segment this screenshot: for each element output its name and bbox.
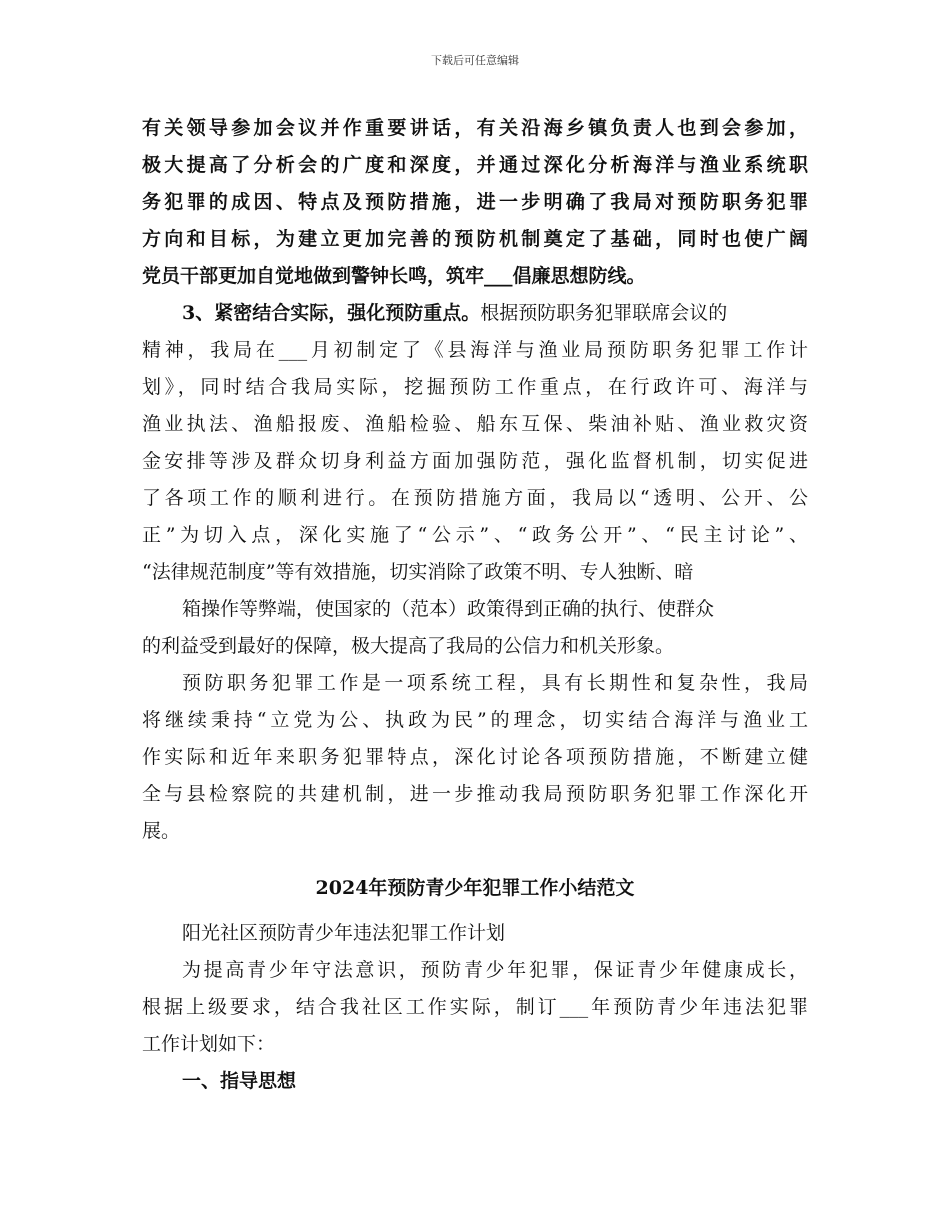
- section-title: 2024年预防青少年犯罪工作小结范文: [315, 877, 635, 899]
- text-line: 正”为切入点，深化实施了“公示”、“政务公开”、“民主讨论”、: [142, 524, 808, 546]
- document-body: [142, 110, 808, 1100]
- text-line: 作实际和近年来职务犯罪特点，深化讨论各项预防措施，不断建立健: [142, 746, 808, 768]
- text-line: 方向和目标，为建立更加完善的预防机制奠定了基础，同时也使广阔: [142, 228, 808, 250]
- text-line: 极大提高了分析会的广度和深度，并通过深化分析海洋与渔业系统职: [142, 154, 808, 176]
- text-line: 展。: [142, 820, 181, 842]
- text-line: 根据上级要求，结合我社区工作实际，制订___年预防青少年违法犯罪: [142, 996, 808, 1018]
- paragraph-conclusion: [142, 665, 808, 850]
- text-line: 有关领导参加会议并作重要讲话，有关沿海乡镇负责人也到会参加，: [142, 117, 808, 139]
- paragraph-continuation: [142, 591, 808, 665]
- text-line: 预防职务犯罪工作是一项系统工程，具有长期性和复杂性，我局: [182, 672, 808, 694]
- text-line: 工作计划如下：: [142, 1033, 276, 1055]
- text-line: 渔业执法、渔船报废、渔船检验、船东互保、柴油补贴、渔业救灾资: [142, 413, 808, 435]
- text-line: 金安排等涉及群众切身利益方面加强防范，强化监督机制，切实促进: [142, 450, 808, 472]
- text-line: 为提高青少年守法意识，预防青少年犯罪，保证青少年健康成长，: [182, 959, 808, 981]
- section-heading: 一、指导思想: [182, 1070, 297, 1092]
- text-line: 了各项工作的顺利进行。在预防措施方面，我局以“透明、公开、公: [142, 487, 808, 509]
- text-line: 精神，我局在___月初制定了《县海洋与渔业局预防职务犯罪工作计: [142, 339, 808, 361]
- section-subtitle: 阳光社区预防青少年违法犯罪工作计划: [182, 922, 506, 944]
- page-header: 下载后可任意编辑: [431, 54, 519, 67]
- text-line: 将继续秉持“立党为公、执政为民”的理念，切实结合海洋与渔业工: [142, 709, 808, 731]
- paragraph-item-3: [142, 295, 808, 591]
- text-line: 全与县检察院的共建机制，进一步推动我局预防职务犯罪工作深化开: [142, 783, 808, 805]
- section-body: [142, 915, 808, 1100]
- text-line: 务犯罪的成因、特点及预防措施，进一步明确了我局对预防职务犯罪: [142, 191, 808, 213]
- item-heading: 3、紧密结合实际，强化预防重点。: [182, 302, 481, 324]
- item-text: 根据预防职务犯罪联席会议的: [480, 302, 728, 324]
- text-line: [142, 295, 808, 332]
- bold-paragraph: [142, 110, 808, 295]
- text-line: 的利益受到最好的保障，极大提高了我局的公信力和机关形象。: [142, 635, 675, 657]
- text-line: “法律规范制度”等有效措施，切实消除了政策不明、专人独断、暗: [142, 561, 694, 583]
- text-line: 划》，同时结合我局实际，挖掘预防工作重点，在行政许可、海洋与: [142, 376, 808, 398]
- text-line: 党员干部更加自觉地做到警钟长鸣，筑牢___倡廉思想防线。: [142, 265, 646, 287]
- text-line: 箱操作等弊端，使国家的（范本）政策得到正确的执行、使群众: [182, 598, 715, 620]
